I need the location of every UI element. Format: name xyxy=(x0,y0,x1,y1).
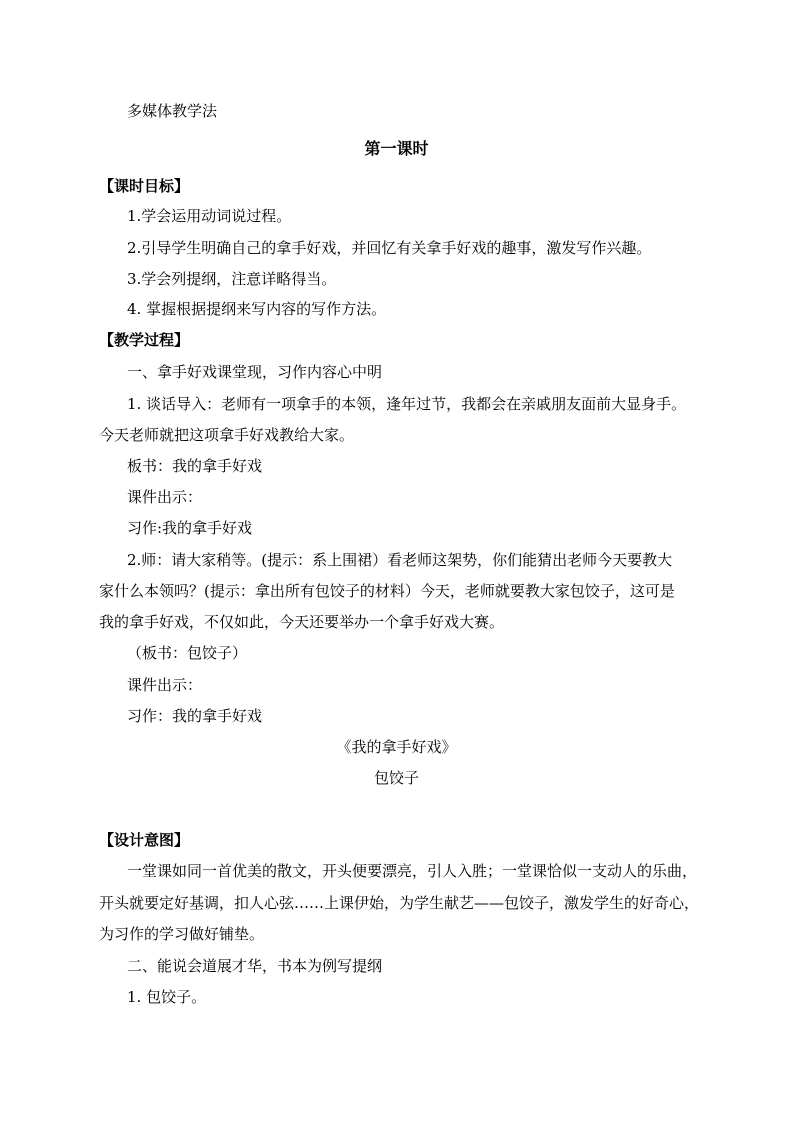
courseware-note: 课件出示： xyxy=(127,488,203,506)
paragraph-line: 今天老师就把这项拿手好戏教给大家。 xyxy=(99,426,355,444)
paragraph-line: 开头就要定好基调，扣人心弦……上课伊始，为学生献艺——包饺子，激发学生的好奇心， xyxy=(99,894,700,912)
exercise-title: 习作：我的拿手好戏 xyxy=(127,707,263,725)
paragraph-line: 我的拿手好戏，不仅如此，今天还要举办一个拿手好戏大赛。 xyxy=(99,613,505,631)
goals-heading: 【课时目标】 xyxy=(99,177,190,195)
composition-title: 《我的拿手好戏》 xyxy=(336,738,457,756)
board-note: （板书：包饺子） xyxy=(127,644,248,662)
board-note: 板书：我的拿手好戏 xyxy=(127,457,263,475)
process-heading: 【教学过程】 xyxy=(99,331,190,349)
goal-item: 2.引导学生明确自己的拿手好戏，并回忆有关拿手好戏的趣事，激发写作兴趣。 xyxy=(127,239,652,257)
design-heading: 【设计意图】 xyxy=(99,831,190,849)
lesson-title: 第一课时 xyxy=(364,139,429,158)
goal-item: 4. 掌握根据提纲来写内容的写作方法。 xyxy=(127,300,387,318)
paragraph-line: 一堂课如同一首优美的散文，开头便要漂亮，引人入胜；一堂课恰似一支动人的乐曲， xyxy=(127,862,698,880)
goal-item: 1.学会运用动词说过程。 xyxy=(127,207,292,225)
courseware-note: 课件出示： xyxy=(127,676,203,694)
paragraph-line: 1. 谈话导入：老师有一项拿手的本领，逢年过节，我都会在亲戚朋友面前大显身手。 xyxy=(127,395,687,413)
section-heading: 一、拿手好戏课堂现，习作内容心中明 xyxy=(127,363,383,381)
list-item: 1. 包饺子。 xyxy=(127,988,207,1006)
teaching-method: 多媒体教学法 xyxy=(127,102,218,120)
goal-item: 3.学会列提纲，注意详略得当。 xyxy=(127,270,337,288)
paragraph-line: 家什么本领吗？(提示：拿出所有包饺子的材料）今天，老师就要教大家包饺子，这可是 xyxy=(99,582,675,600)
exercise-title: 习作:我的拿手好戏 xyxy=(127,519,253,537)
composition-subtitle: 包饺子 xyxy=(373,769,419,787)
paragraph-line: 2.师：请大家稍等。(提示：系上围裙）看老师这架势，你们能猜出老师今天要教大 xyxy=(127,551,673,569)
paragraph-line: 为习作的学习做好铺垫。 xyxy=(99,925,265,943)
section-heading: 二、能说会道展才华，书本为例写提纲 xyxy=(127,957,383,975)
